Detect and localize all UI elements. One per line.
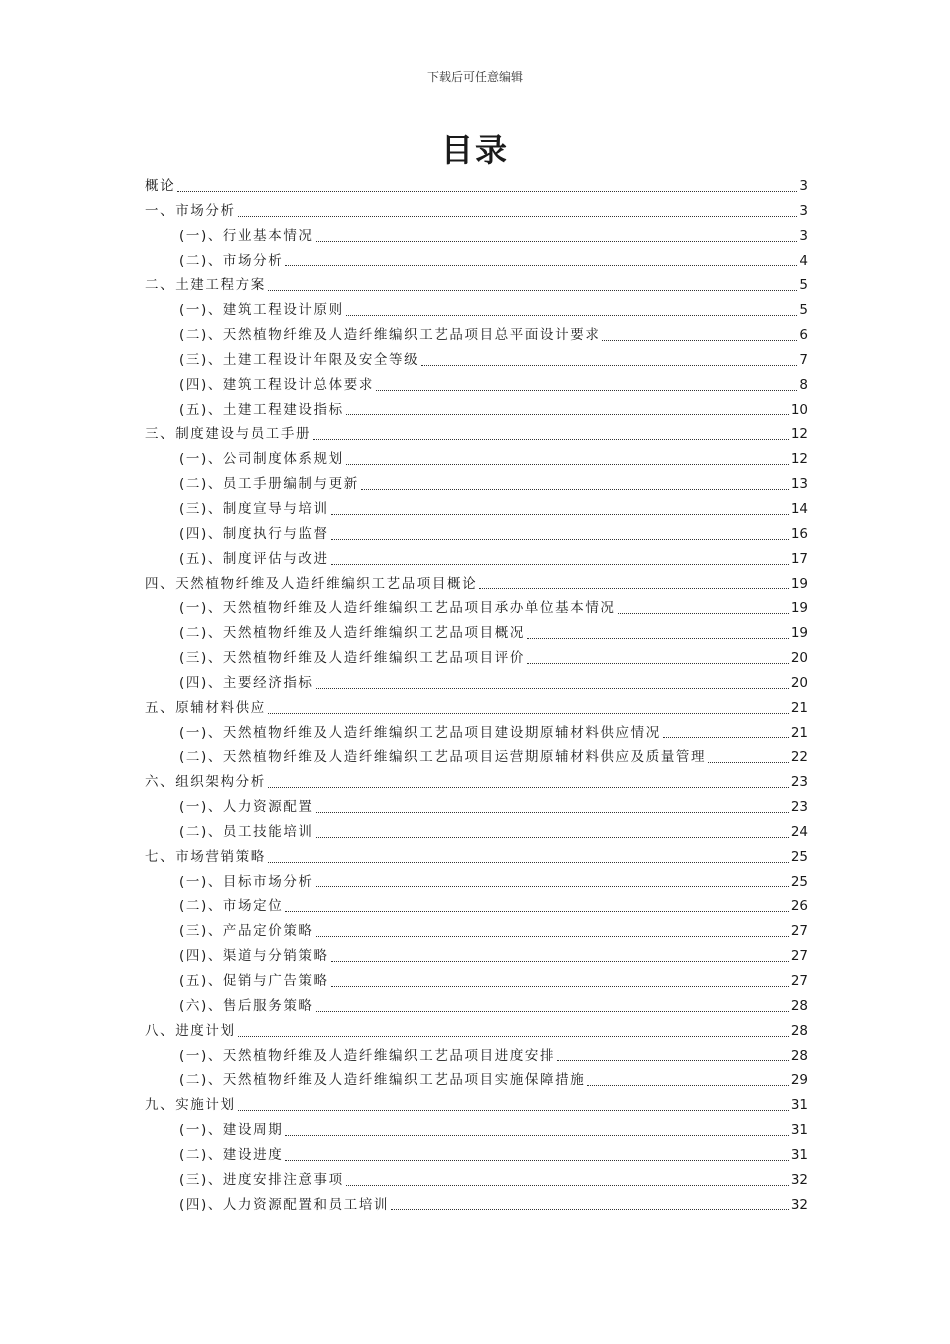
- toc-entry-page: 19: [790, 625, 808, 642]
- toc-entry[interactable]: [145, 522, 808, 547]
- toc-entry-page: 22: [790, 749, 808, 766]
- toc-dot-leader: [361, 488, 789, 490]
- toc-entry-label: (二)、市场定位: [179, 898, 284, 915]
- toc-entry[interactable]: [145, 323, 808, 348]
- toc-dot-leader: [479, 587, 789, 589]
- toc-entry-page: 17: [790, 550, 808, 567]
- toc-entry[interactable]: [145, 298, 808, 323]
- toc-entry-label: 六、组织架构分析: [145, 774, 266, 791]
- toc-dot-leader: [316, 935, 789, 937]
- toc-dot-leader: [663, 736, 789, 738]
- toc-dot-leader: [331, 538, 789, 540]
- toc-dot-leader: [268, 861, 789, 863]
- toc-entry[interactable]: [145, 572, 808, 597]
- toc-entry[interactable]: [145, 547, 808, 572]
- toc-dot-leader: [268, 289, 798, 291]
- toc-dot-leader: [346, 1184, 789, 1186]
- toc-entry[interactable]: [145, 870, 808, 895]
- toc-entry[interactable]: [145, 721, 808, 746]
- toc-entry-page: 3: [799, 178, 808, 194]
- toc-entry-label: (四)、渠道与分销策略: [179, 948, 329, 965]
- toc-entry-label: 八、进度计划: [145, 1022, 236, 1039]
- toc-dot-leader: [177, 190, 797, 192]
- toc-dot-leader: [316, 687, 789, 689]
- toc-entry-page: 25: [790, 848, 808, 865]
- toc-entry-page: 3: [799, 227, 808, 244]
- toc-entry-page: 23: [790, 799, 808, 816]
- toc-dot-leader: [527, 637, 789, 639]
- toc-entry-page: 27: [790, 948, 808, 965]
- toc-entry-page: 26: [790, 898, 808, 915]
- toc-entry-label: (六)、售后服务策略: [179, 997, 314, 1014]
- toc-entry[interactable]: [145, 894, 808, 919]
- table-of-contents: [145, 174, 808, 1217]
- toc-entry[interactable]: [145, 845, 808, 870]
- toc-entry[interactable]: [145, 1093, 808, 1118]
- toc-dot-leader: [376, 389, 797, 391]
- toc-entry[interactable]: [145, 944, 808, 969]
- toc-dot-leader: [557, 1059, 789, 1061]
- toc-entry-page: 16: [790, 525, 808, 542]
- toc-dot-leader: [331, 563, 789, 565]
- toc-dot-leader: [285, 1134, 788, 1136]
- toc-entry-label: 七、市场营销策略: [145, 848, 266, 865]
- toc-entry-label: 三、制度建设与员工手册: [145, 426, 312, 443]
- toc-entry-label: 一、市场分析: [145, 202, 236, 219]
- toc-entry-page: 19: [790, 575, 808, 592]
- toc-entry[interactable]: [145, 621, 808, 646]
- toc-dot-leader: [268, 786, 789, 788]
- toc-dot-leader: [238, 1035, 789, 1037]
- toc-entry[interactable]: [145, 820, 808, 845]
- toc-dot-leader: [346, 413, 789, 415]
- toc-entry-label: (四)、人力资源配置和员工培训: [179, 1196, 390, 1213]
- toc-entry-label: (一)、公司制度体系规划: [179, 451, 344, 468]
- toc-dot-leader: [602, 339, 797, 341]
- toc-entry-page: 7: [799, 351, 808, 368]
- toc-entry-page: 20: [790, 650, 808, 667]
- toc-entry-page: 27: [790, 973, 808, 989]
- toc-entry-page: 24: [790, 823, 808, 840]
- toc-entry-label: (二)、天然植物纤维及人造纤维编织工艺品项目概况: [179, 625, 525, 642]
- toc-entry-label: (二)、员工手册编制与更新: [179, 476, 359, 493]
- toc-entry-label: (一)、天然植物纤维及人造纤维编织工艺品项目承办单位基本情况: [179, 600, 616, 617]
- toc-dot-leader: [708, 761, 789, 763]
- toc-entry[interactable]: [145, 1168, 808, 1193]
- toc-entry-page: 8: [799, 376, 808, 393]
- toc-entry-label: (一)、天然植物纤维及人造纤维编织工艺品项目建设期原辅材料供应情况: [179, 724, 661, 741]
- toc-entry-label: (五)、土建工程建设指标: [179, 401, 344, 418]
- toc-entry-page: 25: [790, 873, 808, 890]
- toc-entry-page: 20: [790, 674, 808, 691]
- toc-entry-label: (二)、建设进度: [179, 1146, 284, 1163]
- toc-entry[interactable]: [145, 174, 808, 199]
- toc-dot-leader: [331, 985, 789, 987]
- toc-entry-page: 28: [790, 1047, 808, 1064]
- toc-entry-label: (三)、制度宣导与培训: [179, 500, 329, 517]
- toc-entry-label: 概论: [145, 178, 176, 194]
- toc-entry[interactable]: [145, 994, 808, 1019]
- toc-entry-page: 32: [790, 1196, 808, 1213]
- toc-dot-leader: [316, 836, 789, 838]
- toc-entry[interactable]: [145, 497, 808, 522]
- toc-entry-label: (一)、建设周期: [179, 1122, 284, 1139]
- toc-dot-leader: [285, 910, 788, 912]
- toc-entry-label: (五)、促销与广告策略: [179, 973, 329, 989]
- toc-entry[interactable]: [145, 224, 808, 249]
- toc-entry-page: 29: [790, 1072, 808, 1089]
- toc-entry[interactable]: [145, 795, 808, 820]
- toc-entry-label: (三)、土建工程设计年限及安全等级: [179, 351, 420, 368]
- toc-entry[interactable]: [145, 1044, 808, 1069]
- toc-entry-page: 10: [790, 401, 808, 418]
- toc-dot-leader: [238, 215, 798, 217]
- toc-entry-page: 12: [790, 426, 808, 443]
- toc-dot-leader: [316, 240, 798, 242]
- toc-entry-label: (一)、天然植物纤维及人造纤维编织工艺品项目进度安排: [179, 1047, 556, 1064]
- toc-entry[interactable]: [145, 398, 808, 423]
- toc-entry[interactable]: [145, 671, 808, 696]
- page-header: 下载后可任意编辑: [426, 70, 523, 84]
- toc-entry-page: 27: [790, 923, 808, 940]
- toc-dot-leader: [316, 1010, 789, 1012]
- toc-entry[interactable]: [145, 199, 808, 224]
- toc-entry-page: 5: [799, 277, 808, 294]
- toc-entry-page: 21: [790, 699, 808, 716]
- toc-dot-leader: [313, 438, 789, 440]
- toc-entry[interactable]: [145, 596, 808, 621]
- toc-entry[interactable]: [145, 447, 808, 472]
- toc-dot-leader: [346, 463, 789, 465]
- toc-entry[interactable]: [145, 969, 808, 994]
- toc-entry-page: 28: [790, 1022, 808, 1039]
- toc-entry-label: (四)、主要经济指标: [179, 674, 314, 691]
- toc-entry-page: 3: [799, 202, 808, 219]
- toc-entry-page: 31: [790, 1122, 808, 1139]
- toc-dot-leader: [316, 811, 789, 813]
- toc-entry-page: 21: [790, 724, 808, 741]
- toc-entry-label: (二)、员工技能培训: [179, 823, 314, 840]
- toc-entry[interactable]: [145, 373, 808, 398]
- toc-entry-label: (四)、制度执行与监督: [179, 525, 329, 542]
- toc-entry-page: 19: [790, 600, 808, 617]
- toc-entry-label: (一)、人力资源配置: [179, 799, 314, 816]
- toc-dot-leader: [421, 364, 797, 366]
- toc-entry[interactable]: [145, 472, 808, 497]
- toc-entry-label: 四、天然植物纤维及人造纤维编织工艺品项目概论: [145, 575, 478, 592]
- toc-entry[interactable]: [145, 646, 808, 671]
- toc-entry[interactable]: [145, 1118, 808, 1143]
- toc-entry-label: (五)、制度评估与改进: [179, 550, 329, 567]
- toc-entry-page: 13: [790, 476, 808, 493]
- toc-entry-label: (二)、天然植物纤维及人造纤维编织工艺品项目运营期原辅材料供应及质量管理: [179, 749, 707, 766]
- toc-entry[interactable]: [145, 249, 808, 274]
- toc-entry-label: 二、土建工程方案: [145, 277, 266, 294]
- toc-entry-page: 14: [790, 500, 808, 517]
- toc-entry-label: (一)、建筑工程设计原则: [179, 302, 344, 319]
- toc-dot-leader: [587, 1084, 788, 1086]
- toc-dot-leader: [316, 885, 789, 887]
- toc-entry[interactable]: [145, 1143, 808, 1168]
- toc-entry-label: 五、原辅材料供应: [145, 699, 266, 716]
- toc-entry[interactable]: [145, 770, 808, 795]
- toc-dot-leader: [618, 612, 789, 614]
- toc-entry[interactable]: [145, 919, 808, 944]
- toc-dot-leader: [285, 264, 797, 266]
- toc-entry[interactable]: [145, 745, 808, 770]
- toc-dot-leader: [238, 1109, 789, 1111]
- toc-entry-label: (三)、进度安排注意事项: [179, 1171, 344, 1188]
- toc-dot-leader: [391, 1208, 789, 1210]
- toc-entry[interactable]: [145, 422, 808, 447]
- toc-entry-page: 12: [790, 451, 808, 468]
- toc-entry-label: (一)、目标市场分析: [179, 873, 314, 890]
- toc-entry-page: 32: [790, 1171, 808, 1188]
- toc-dot-leader: [285, 1159, 788, 1161]
- toc-entry[interactable]: [145, 1193, 808, 1218]
- toc-entry[interactable]: [145, 348, 808, 373]
- toc-dot-leader: [331, 513, 789, 515]
- toc-entry-label: (二)、市场分析: [179, 252, 284, 269]
- toc-entry[interactable]: [145, 1068, 808, 1093]
- toc-entry-label: 九、实施计划: [145, 1097, 236, 1114]
- toc-entry-page: 5: [799, 302, 808, 319]
- toc-entry[interactable]: [145, 1019, 808, 1044]
- toc-entry-label: (一)、行业基本情况: [179, 227, 314, 244]
- toc-entry-page: 23: [790, 774, 808, 791]
- toc-entry-page: 6: [799, 327, 808, 344]
- toc-dot-leader: [268, 712, 789, 714]
- toc-entry[interactable]: [145, 696, 808, 721]
- toc-dot-leader: [527, 662, 789, 664]
- toc-entry-label: (四)、建筑工程设计总体要求: [179, 376, 374, 393]
- toc-entry-label: (三)、产品定价策略: [179, 923, 314, 940]
- toc-entry-page: 31: [790, 1146, 808, 1163]
- toc-entry-label: (三)、天然植物纤维及人造纤维编织工艺品项目评价: [179, 650, 525, 667]
- toc-entry-page: 4: [799, 252, 808, 269]
- toc-entry-page: 28: [790, 997, 808, 1014]
- toc-entry-page: 31: [790, 1097, 808, 1114]
- toc-dot-leader: [346, 314, 798, 316]
- toc-entry[interactable]: [145, 273, 808, 298]
- toc-title: 目录: [440, 131, 509, 169]
- toc-dot-leader: [331, 960, 789, 962]
- toc-entry-label: (二)、天然植物纤维及人造纤维编织工艺品项目总平面设计要求: [179, 327, 601, 344]
- toc-entry-label: (二)、天然植物纤维及人造纤维编织工艺品项目实施保障措施: [179, 1072, 586, 1089]
